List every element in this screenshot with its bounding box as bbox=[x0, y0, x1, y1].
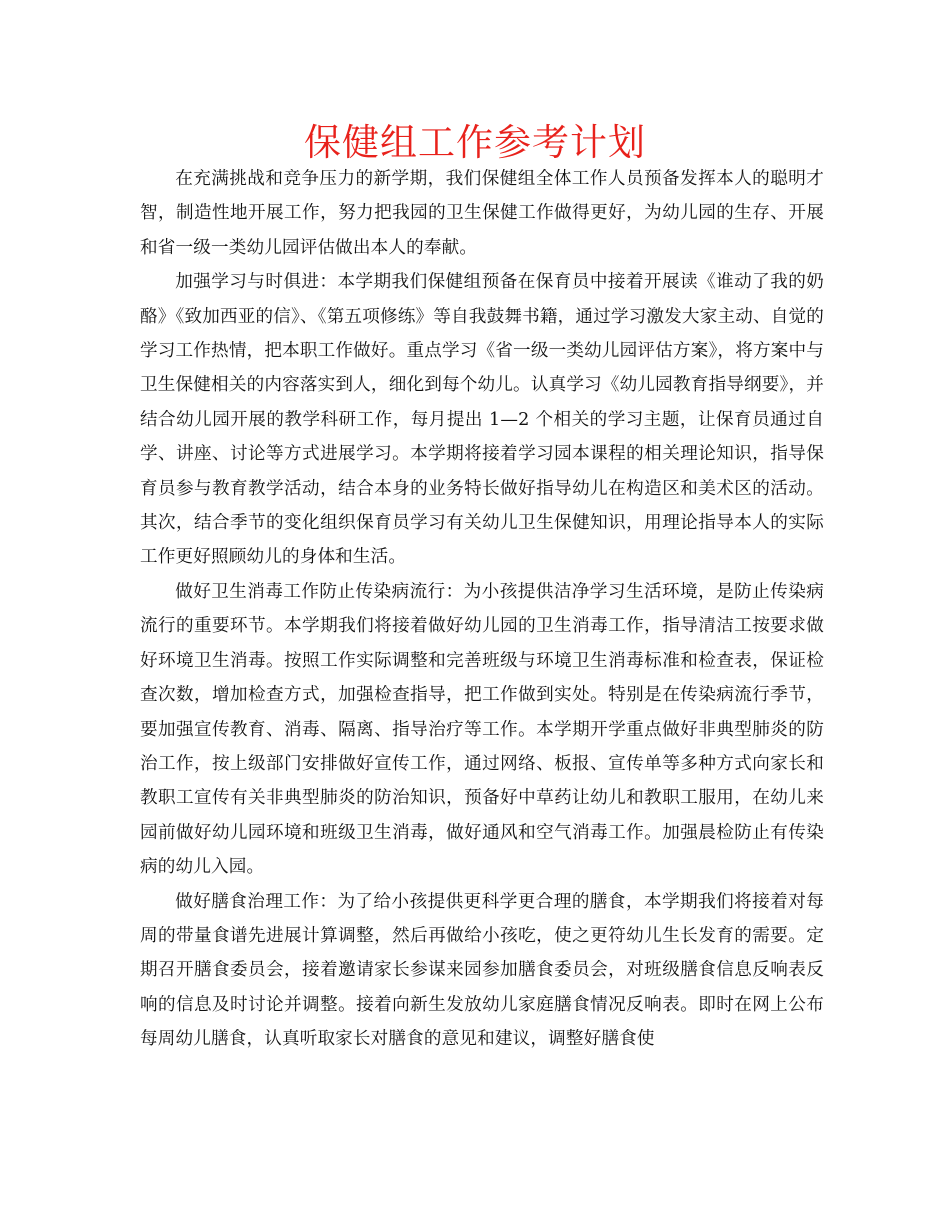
document-body bbox=[140, 162, 824, 1057]
paragraph-diet: 做好膳食治理工作：为了给小孩提供更科学更合理的膳食，本学期我们将接着对每周的带量食谱先进展计算调整，然后再做给小孩吃，使之更符幼儿生长发育的需要。定期召开膳食委员会，接着邀请家长参谋来园参加膳食委员会，对班级膳食信息反响表反响的信息及时讨论并调整。接着向新生发放幼儿家庭膳食情况反响表。即时在网上公布每周幼儿膳食，认真听取家长对膳食的意见和建议，调整好膳食使 bbox=[140, 891, 824, 1050]
paragraph-intro: 在充满挑战和竞争压力的新学期，我们保健组全体工作人员预备发挥本人的聪明才智，制造性地开展工作，努力把我园的卫生保健工作做得更好，为幼儿园的生存、开展和省一级一类幼儿园评估做出本人的奉献。 bbox=[140, 169, 824, 258]
paragraph-study: 加强学习与时俱进：本学期我们保健组预备在保育员中接着开展读《谁动了我的奶酪》《致加西亚的信》、《第五项修练》等自我鼓舞书籍，通过学习激发大家主动、自觉的学习工作热情，把本职工作做好。重点学习《省一级一类幼儿园评估方案》，将方案中与卫生保健相关的内容落实到人，细化到每个幼儿。认真学习《幼儿园教育指导纲要》，并结合幼儿园开展的教学科研工作，每月提出 1—2 个相关的学习主题，让保育员通过自学、讲座、讨论等方式进展学习。本学期将接着学习园本课程的相关理论知识，指导保育员参与教育教学活动，结合本身的业务特长做好指导幼儿在构造区和美术区的活动。其次，结合季节的变化组织保育员学习有关幼儿卫生保健知识，用理论指导本人的实际工作更好照顾幼儿的身体和生活。 bbox=[140, 272, 824, 568]
paragraph-disinfection: 做好卫生消毒工作防止传染病流行：为小孩提供洁净学习生活环境，是防止传染病流行的重要环节。本学期我们将接着做好幼儿园的卫生消毒工作，指导清洁工按要求做好环境卫生消毒。按照工作实际调整和完善班级与环境卫生消毒标准和检查表，保证检查次数，增加检查方式，加强检查指导，把工作做到实处。特别是在传染病流行季节，要加强宣传教育、消毒、隔离、指导治疗等工作。本学期开学重点做好非典型肺炎的防治工作，按上级部门安排做好宣传工作，通过网络、板报、宣传单等多种方式向家长和教职工宣传有关非典型肺炎的防治知识，预备好中草药让幼儿和教职工服用，在幼儿来园前做好幼儿园环境和班级卫生消毒，做好通风和空气消毒工作。加强晨检防止有传染病的幼儿入园。 bbox=[140, 581, 824, 878]
document-title: 保健组工作参考计划 bbox=[304, 121, 646, 164]
